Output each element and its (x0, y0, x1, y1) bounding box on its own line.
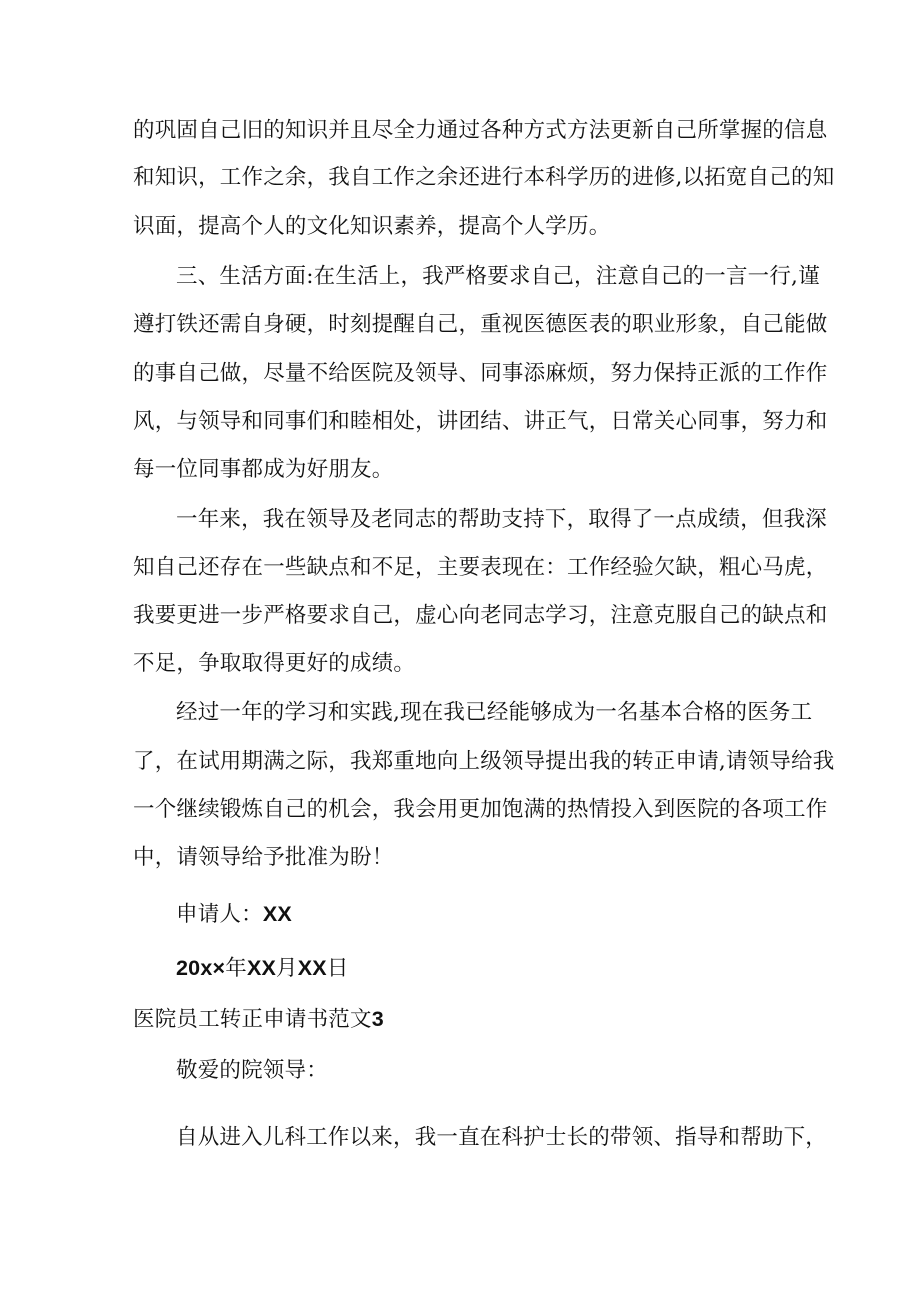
paragraph-2-line-5: 每一位同事都成为好朋友。 (133, 457, 394, 482)
paragraph-1-line-3: 识面，提高个人的文化知识素养，提高个人学历。 (133, 214, 611, 239)
paragraph-3-line-1: 一年来，我在领导及老同志的帮助支持下，取得了一点成绩，但我深 (176, 507, 828, 532)
paragraph-4-line-2: 了，在试用期满之际，我郑重地向上级领导提出我的转正申请,请领导给我 (133, 749, 835, 774)
paragraph-5-line-1: 自从进入儿科工作以来，我一直在科护士长的带领、指导和帮助下， (176, 1125, 828, 1150)
section-title-number: 3 (371, 1007, 384, 1031)
signature-name: XX (262, 902, 292, 926)
signature-line (176, 899, 292, 930)
section-title-text: 医院员工转正申请书范文 (133, 1007, 372, 1032)
date-day-char: 日 (326, 956, 349, 981)
paragraph-2-line-4: 风，与领导和同事们和睦相处，讲团结、讲正气，日常关心同事，努力和 (133, 409, 828, 434)
paragraph-3-line-3: 我要更进一步严格要求自己，虚心向老同志学习，注意克服自己的缺点和 (133, 603, 828, 628)
section-title (133, 1004, 384, 1035)
date-year-value: 20x× (176, 956, 226, 980)
paragraph-4-line-1: 经过一年的学习和实践,现在我已经能够成为一名基本合格的医务工 (176, 700, 813, 725)
date-line (176, 953, 349, 984)
date-day-value: XX (297, 956, 327, 980)
paragraph-2-line-3: 的事自己做，尽量不给医院及领导、同事添麻烦，努力保持正派的工作作 (133, 361, 828, 386)
date-month-char: 月 (276, 956, 298, 981)
paragraph-4-line-4: 中，请领导给予批准为盼！ (133, 845, 394, 870)
signature-label: 申请人： (176, 902, 263, 927)
paragraph-1-line-2: 和知识，工作之余，我自工作之余还进行本科学历的进修,以拓宽自己的知 (133, 165, 835, 190)
paragraph-2-line-1: 三、生活方面:在生活上，我严格要求自己，注意自己的一言一行,谨 (176, 264, 820, 289)
paragraph-1-line-1: 的巩固自己旧的知识并且尽全力通过各种方式方法更新自己所掌握的信息 (133, 118, 828, 143)
paragraph-3-line-4: 不足，争取取得更好的成绩。 (133, 651, 416, 676)
date-year-char: 年 (225, 956, 247, 981)
paragraph-2-line-2: 遵打铁还需自身硬，时刻提醒自己，重视医德医表的职业形象，自己能做 (133, 312, 828, 337)
salutation: 敬爱的院领导： (176, 1058, 328, 1083)
paragraph-3-line-2: 知自己还存在一些缺点和不足，主要表现在：工作经验欠缺，粗心马虎， (133, 555, 828, 580)
paragraph-4-line-3: 一个继续锻炼自己的机会，我会用更加饱满的热情投入到医院的各项工作 (133, 797, 828, 822)
date-month-value: XX (246, 956, 277, 980)
